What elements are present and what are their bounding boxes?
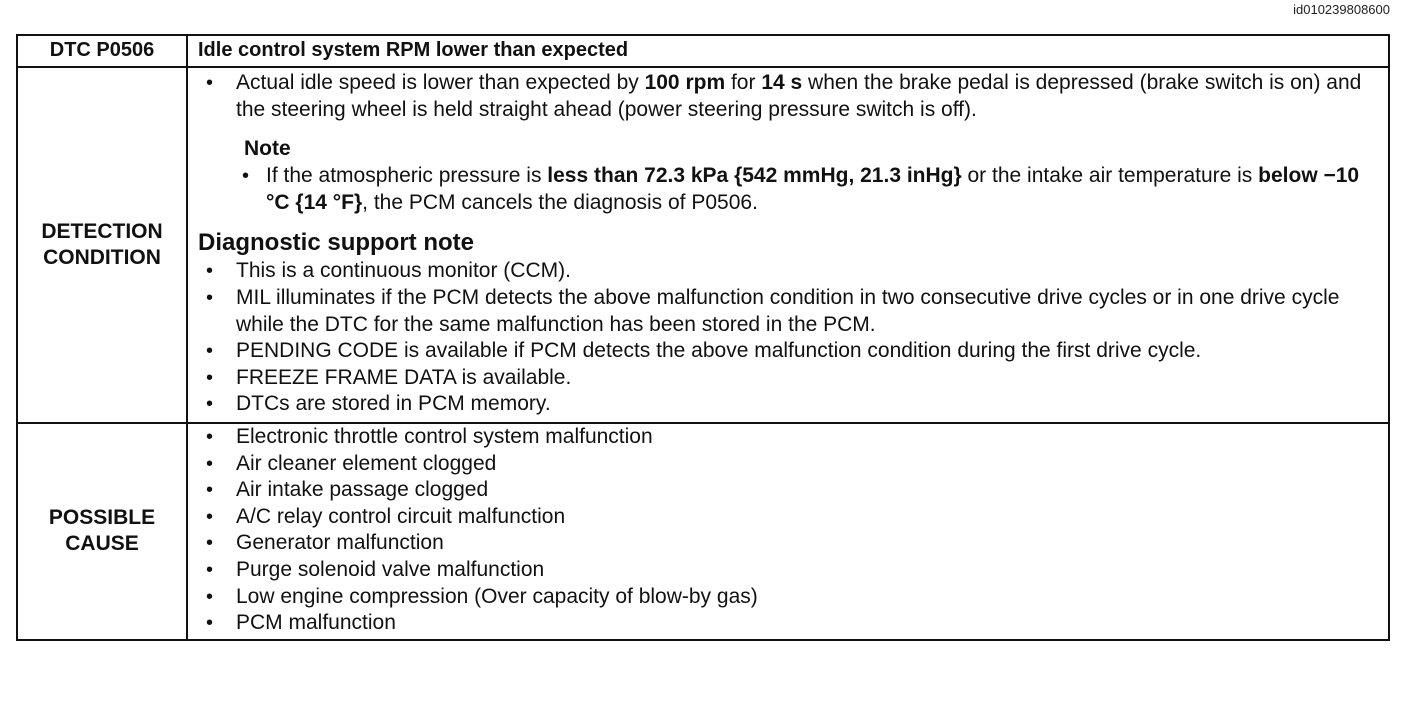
text-span: If the atmospheric pressure is <box>266 164 548 188</box>
text-span: for <box>725 71 762 94</box>
note-bullet <box>234 163 1378 216</box>
dtc-table <box>16 34 1390 641</box>
detection-main-list <box>198 70 1378 123</box>
list-item: • Air cleaner element clogged <box>198 451 1378 478</box>
cause-label-line1: POSSIBLE <box>48 506 156 530</box>
list-item: • MIL illuminates if the PCM detects the above malfunction condition in two consecutive drive cycles or in one drive cycle while the DTC for the same malfunction has been stored in the PCM. <box>198 285 1378 338</box>
list-item: • PENDING CODE is available if PCM detects the above malfunction condition during the first drive cycle. <box>198 338 1378 365</box>
cause-list <box>198 424 1378 637</box>
support-note-title: Diagnostic support note <box>198 229 474 257</box>
list-item: • Low engine compression (Over capacity of blow-by gas) <box>198 584 1378 611</box>
text-span: Actual idle speed is lower than expected by <box>236 71 645 94</box>
document-id: id010239808600 <box>1293 2 1390 17</box>
list-item: • Air intake passage clogged <box>198 477 1378 504</box>
cause-label <box>17 423 187 640</box>
list-item: • DTCs are stored in PCM memory. <box>198 391 1378 418</box>
list-item: • PCM malfunction <box>198 610 1378 637</box>
detection-label-line2: CONDITION <box>43 245 161 269</box>
cause-row <box>17 423 1389 640</box>
time-value: 14 s <box>761 71 803 94</box>
text-span: when the brake pedal is depressed (brake switch is on) and the steering wheel is held straight ahead (power steering pressure switch is off). <box>236 71 1362 121</box>
cause-content <box>187 423 1389 640</box>
note-list <box>234 163 1378 216</box>
header-row <box>17 35 1389 67</box>
temperature-value: below −10 °C {14 °F} <box>266 164 1360 214</box>
list-item: • Generator malfunction <box>198 530 1378 557</box>
list-item: • A/C relay control circuit malfunction <box>198 504 1378 531</box>
detection-label <box>17 67 187 423</box>
note-title: Note <box>244 137 291 161</box>
text-span: or the intake air temperature is <box>961 164 1259 188</box>
rpm-value: 100 rpm <box>644 71 726 94</box>
detection-content <box>187 67 1389 423</box>
list-item: • Purge solenoid valve malfunction <box>198 557 1378 584</box>
detection-row <box>17 67 1389 423</box>
list-item: • FREEZE FRAME DATA is available. <box>198 365 1378 392</box>
dtc-code: DTC P0506 <box>17 35 187 67</box>
dtc-title: Idle control system RPM lower than expected <box>187 35 1389 67</box>
text-span: , the PCM cancels the diagnosis of P0506. <box>362 190 758 214</box>
list-item: • This is a continuous monitor (CCM). <box>198 258 1378 285</box>
note-block <box>234 135 1378 216</box>
cause-label-line2: CAUSE <box>65 532 139 556</box>
detection-main-bullet <box>198 70 1378 123</box>
support-note-list <box>198 258 1378 418</box>
list-item: • Electronic throttle control system malfunction <box>198 424 1378 451</box>
pressure-value: less than 72.3 kPa {542 mmHg, 21.3 inHg} <box>547 164 962 188</box>
detection-label-line1: DETECTION <box>41 219 163 243</box>
